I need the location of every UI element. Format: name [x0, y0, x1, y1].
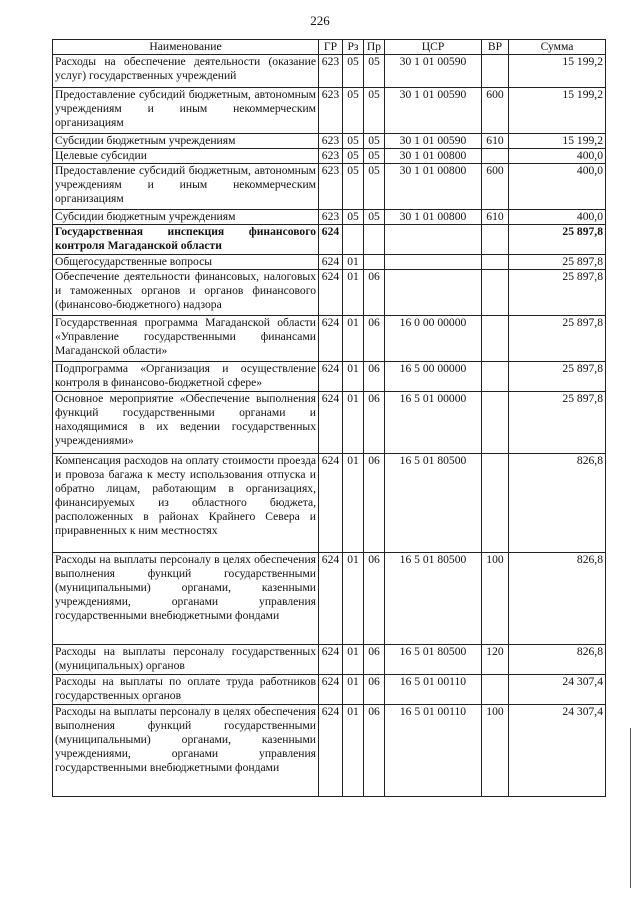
cell-pr: 06: [364, 645, 385, 675]
cell-csr: [385, 255, 482, 270]
cell-name: Расходы на выплаты персоналу в целях обеспечения выполнения функций государственными (муниципальными) органами, казенными учреждениями, органами управления государственными внебюджетными фондами: [53, 705, 319, 797]
cell-csr: 30 1 01 00800: [385, 149, 482, 164]
cell-name: Целевые субсидии: [53, 149, 319, 164]
cell-sum: 826,8: [509, 553, 606, 645]
cell-sum: 24 307,4: [509, 705, 606, 797]
cell-name: Основное мероприятие «Обеспечение выполнения функций государственными органами и находящимися в их ведении государственных учреждениями»: [53, 392, 319, 454]
cell-rz: 05: [343, 88, 364, 134]
header-sum: Сумма: [509, 40, 606, 55]
table-row: [53, 675, 606, 705]
cell-gr: 624: [319, 705, 343, 797]
cell-vr: 600: [482, 164, 509, 210]
cell-gr: 624: [319, 553, 343, 645]
cell-gr: 623: [319, 164, 343, 210]
header-gr: ГР: [319, 40, 343, 55]
header-vr: ВР: [482, 40, 509, 55]
cell-pr: 05: [364, 134, 385, 149]
cell-csr: [385, 270, 482, 316]
cell-sum: 25 897,8: [509, 225, 606, 255]
cell-gr: 624: [319, 392, 343, 454]
cell-csr: 16 5 01 00110: [385, 705, 482, 797]
table-row: [53, 645, 606, 675]
cell-rz: 01: [343, 392, 364, 454]
scan-edge-mark: [630, 728, 631, 888]
cell-vr: [482, 55, 509, 88]
cell-pr: [364, 225, 385, 255]
cell-vr: 610: [482, 210, 509, 225]
cell-rz: 01: [343, 645, 364, 675]
table-body: [53, 55, 606, 797]
header-name: Наименование: [53, 40, 319, 55]
cell-gr: 623: [319, 55, 343, 88]
cell-pr: 06: [364, 553, 385, 645]
table-row: [53, 255, 606, 270]
cell-pr: 06: [364, 392, 385, 454]
cell-vr: [482, 316, 509, 362]
cell-name: Расходы на обеспечение деятельности (оказание услуг) государственных учреждений: [53, 55, 319, 88]
cell-name: Расходы на выплаты персоналу в целях обеспечения выполнения функций государственными (муниципальными) органами, казенными учреждениями, органами управления государственными внебюджетными фондами: [53, 553, 319, 645]
cell-gr: 624: [319, 454, 343, 553]
cell-sum: 15 199,2: [509, 55, 606, 88]
cell-name: Обеспечение деятельности финансовых, налоговых и таможенных органов и органов финансового (финансово-бюджетного) надзора: [53, 270, 319, 316]
cell-name: Предоставление субсидий бюджетным, автономным учреждениям и иным некоммерческим организациям: [53, 88, 319, 134]
header-rz: Рз: [343, 40, 364, 55]
cell-csr: 30 1 01 00590: [385, 55, 482, 88]
cell-gr: 624: [319, 675, 343, 705]
cell-sum: 25 897,8: [509, 255, 606, 270]
cell-rz: 05: [343, 149, 364, 164]
cell-pr: 05: [364, 55, 385, 88]
cell-vr: [482, 225, 509, 255]
cell-csr: 16 5 00 00000: [385, 362, 482, 392]
cell-name: Государственная инспекция финансового контроля Магаданской области: [53, 225, 319, 255]
cell-csr: 16 5 01 80500: [385, 645, 482, 675]
cell-gr: 624: [319, 645, 343, 675]
cell-csr: 30 1 01 00590: [385, 134, 482, 149]
budget-table: [52, 39, 606, 797]
cell-sum: 826,8: [509, 645, 606, 675]
cell-rz: [343, 225, 364, 255]
table-row: [53, 392, 606, 454]
cell-pr: 05: [364, 88, 385, 134]
cell-gr: 624: [319, 270, 343, 316]
cell-gr: 623: [319, 210, 343, 225]
cell-csr: 16 5 01 80500: [385, 454, 482, 553]
cell-sum: 400,0: [509, 164, 606, 210]
table-row: [53, 88, 606, 134]
cell-name: Субсидии бюджетным учреждениям: [53, 210, 319, 225]
cell-gr: 624: [319, 362, 343, 392]
table-row: [53, 164, 606, 210]
table-row: [53, 553, 606, 645]
cell-pr: [364, 255, 385, 270]
cell-rz: 01: [343, 270, 364, 316]
cell-rz: 05: [343, 164, 364, 210]
cell-csr: 16 5 01 00000: [385, 392, 482, 454]
cell-pr: 06: [364, 316, 385, 362]
header-csr: ЦСР: [385, 40, 482, 55]
cell-rz: 01: [343, 454, 364, 553]
header-pr: Пр: [364, 40, 385, 55]
cell-pr: 06: [364, 705, 385, 797]
cell-vr: [482, 392, 509, 454]
cell-gr: 623: [319, 88, 343, 134]
cell-gr: 624: [319, 255, 343, 270]
cell-name: Общегосударственные вопросы: [53, 255, 319, 270]
cell-vr: 100: [482, 705, 509, 797]
cell-pr: 05: [364, 210, 385, 225]
table-row: [53, 134, 606, 149]
cell-name: Подпрограмма «Организация и осуществление контроля в финансово-бюджетной сфере»: [53, 362, 319, 392]
cell-vr: 600: [482, 88, 509, 134]
cell-vr: 610: [482, 134, 509, 149]
cell-csr: 16 5 01 00110: [385, 675, 482, 705]
cell-csr: 16 5 01 80500: [385, 553, 482, 645]
cell-gr: 624: [319, 225, 343, 255]
table-row: [53, 149, 606, 164]
cell-vr: [482, 362, 509, 392]
cell-sum: 25 897,8: [509, 362, 606, 392]
cell-csr: 30 1 01 00800: [385, 164, 482, 210]
cell-gr: 623: [319, 149, 343, 164]
cell-name: Компенсация расходов на оплату стоимости проезда и провоза багажа к месту использования отпуска и обратно лицам, работающим в организациях, финансируемых из областного бюджета, расположенных в районах Крайнего Севера и приравненных к ним местностях: [53, 454, 319, 553]
cell-rz: 01: [343, 255, 364, 270]
cell-vr: [482, 255, 509, 270]
cell-pr: 06: [364, 454, 385, 553]
cell-sum: 400,0: [509, 149, 606, 164]
cell-sum: 826,8: [509, 454, 606, 553]
cell-vr: [482, 675, 509, 705]
cell-csr: 30 1 01 00590: [385, 88, 482, 134]
cell-sum: 25 897,8: [509, 270, 606, 316]
cell-sum: 15 199,2: [509, 134, 606, 149]
cell-name: Государственная программа Магаданской области «Управление государственными финансами Магаданской области»: [53, 316, 319, 362]
cell-sum: 25 897,8: [509, 392, 606, 454]
table-row: [53, 454, 606, 553]
table-row: [53, 225, 606, 255]
cell-name: Субсидии бюджетным учреждениям: [53, 134, 319, 149]
cell-rz: 01: [343, 362, 364, 392]
cell-vr: [482, 270, 509, 316]
cell-vr: 120: [482, 645, 509, 675]
cell-csr: 16 0 00 00000: [385, 316, 482, 362]
cell-rz: 01: [343, 316, 364, 362]
cell-rz: 01: [343, 675, 364, 705]
cell-gr: 624: [319, 316, 343, 362]
table-row: [53, 362, 606, 392]
cell-rz: 05: [343, 210, 364, 225]
cell-name: Расходы на выплаты персоналу государственных (муниципальных) органов: [53, 645, 319, 675]
cell-name: Предоставление субсидий бюджетным, автономным учреждениям и иным некоммерческим организациям: [53, 164, 319, 210]
table-header-row: [53, 40, 606, 55]
table-row: [53, 316, 606, 362]
cell-csr: [385, 225, 482, 255]
cell-sum: 25 897,8: [509, 316, 606, 362]
cell-pr: 05: [364, 149, 385, 164]
cell-sum: 400,0: [509, 210, 606, 225]
cell-vr: [482, 454, 509, 553]
cell-sum: 24 307,4: [509, 675, 606, 705]
cell-rz: 01: [343, 705, 364, 797]
cell-pr: 06: [364, 362, 385, 392]
cell-vr: 100: [482, 553, 509, 645]
cell-gr: 623: [319, 134, 343, 149]
table-row: [53, 55, 606, 88]
cell-vr: [482, 149, 509, 164]
cell-rz: 05: [343, 134, 364, 149]
cell-pr: 06: [364, 675, 385, 705]
cell-sum: 15 199,2: [509, 88, 606, 134]
table-row: [53, 270, 606, 316]
table-row: [53, 705, 606, 797]
cell-rz: 05: [343, 55, 364, 88]
page-number: 226: [310, 13, 330, 28]
cell-pr: 06: [364, 270, 385, 316]
cell-rz: 01: [343, 553, 364, 645]
cell-csr: 30 1 01 00800: [385, 210, 482, 225]
table-row: [53, 210, 606, 225]
cell-pr: 05: [364, 164, 385, 210]
cell-name: Расходы на выплаты по оплате труда работников государственных органов: [53, 675, 319, 705]
